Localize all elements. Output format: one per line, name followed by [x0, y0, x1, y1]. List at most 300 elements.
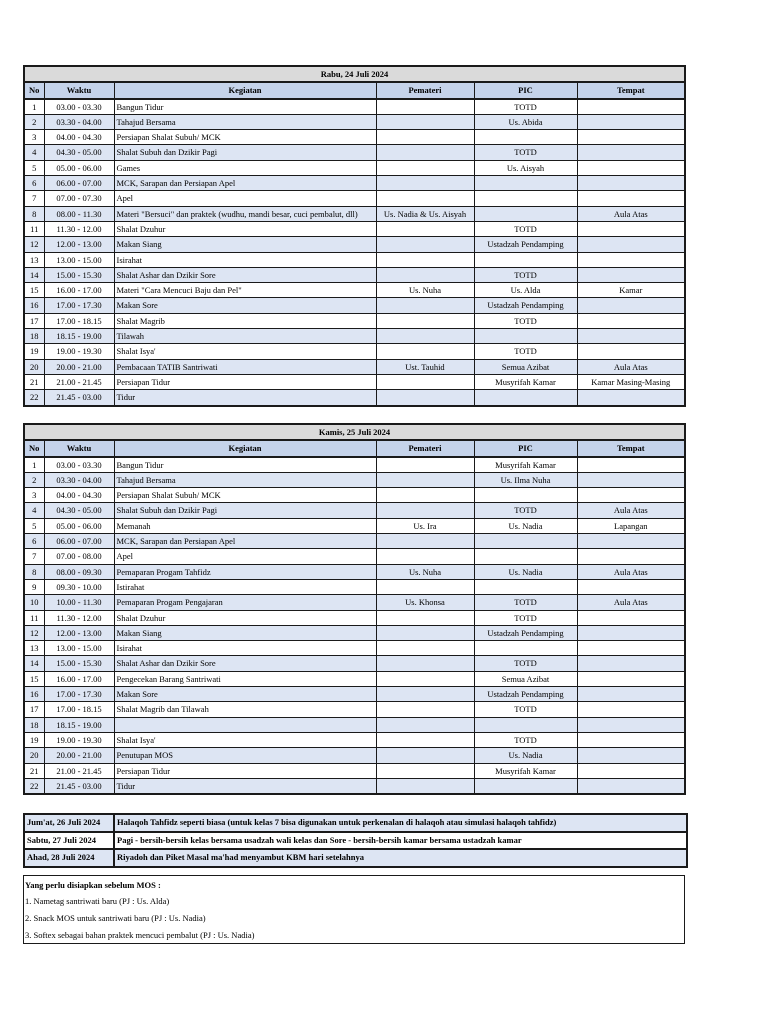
- table-row: [24, 267, 685, 282]
- row-waktu: 15.00 - 15.30: [44, 656, 114, 671]
- row-no: 19: [24, 344, 44, 359]
- row-pic: [474, 191, 577, 206]
- row-waktu: 13.00 - 15.00: [44, 252, 114, 267]
- schedule-table-day-1: [23, 65, 686, 407]
- row-no: 13: [24, 252, 44, 267]
- other-day-row: [24, 832, 687, 850]
- row-tempat: [577, 191, 685, 206]
- table-row: [24, 130, 685, 145]
- row-pic: Us. Alda: [474, 283, 577, 298]
- row-tempat: Kamar Masing-Masing: [577, 374, 685, 389]
- row-waktu: 03.30 - 04.00: [44, 114, 114, 129]
- row-no: 20: [24, 748, 44, 763]
- row-pemateri: Ust. Tauhid: [376, 359, 474, 374]
- row-kegiatan: Pengecekan Barang Santriwati: [114, 671, 376, 686]
- header-pic: PIC: [474, 440, 577, 456]
- row-pic: Us. Ilma Nuha: [474, 472, 577, 487]
- table-row: [24, 778, 685, 794]
- row-tempat: [577, 732, 685, 747]
- table-row: [24, 656, 685, 671]
- row-pemateri: [376, 390, 474, 406]
- row-waktu: 21.00 - 21.45: [44, 763, 114, 778]
- preparation-item: 1. Nametag santriwati baru (PJ : Us. Alda): [25, 896, 170, 906]
- row-kegiatan: Games: [114, 160, 376, 175]
- row-tempat: [577, 329, 685, 344]
- row-no: 1: [24, 457, 44, 473]
- table-row: [24, 457, 685, 473]
- row-tempat: [577, 221, 685, 236]
- table-row: [24, 160, 685, 175]
- row-kegiatan: Makan Siang: [114, 625, 376, 640]
- row-pic: [474, 329, 577, 344]
- other-day-desc: Pagi - bersih-bersih kelas bersama usadzah wali kelas dan Sore - bersih-bersih kamar bersama ustadzah kamar: [114, 832, 687, 850]
- row-pemateri: [376, 717, 474, 732]
- row-kegiatan: Shalat Isya': [114, 732, 376, 747]
- row-tempat: [577, 687, 685, 702]
- row-pemateri: [376, 99, 474, 115]
- row-pemateri: [376, 778, 474, 794]
- row-kegiatan: Isirahat: [114, 641, 376, 656]
- row-kegiatan: Tidur: [114, 390, 376, 406]
- other-day-desc: Riyadoh dan Piket Masal ma'had menyambut KBM hari setelahnya: [114, 849, 687, 867]
- row-kegiatan: Makan Siang: [114, 237, 376, 252]
- table-row: [24, 641, 685, 656]
- row-pic: TOTD: [474, 344, 577, 359]
- row-no: 16: [24, 687, 44, 702]
- row-no: 8: [24, 206, 44, 221]
- row-pic: [474, 717, 577, 732]
- row-pemateri: [376, 534, 474, 549]
- row-tempat: [577, 252, 685, 267]
- row-pemateri: [376, 191, 474, 206]
- row-waktu: 17.00 - 17.30: [44, 298, 114, 313]
- row-tempat: [577, 763, 685, 778]
- row-waktu: 04.30 - 05.00: [44, 145, 114, 160]
- row-pic: [474, 176, 577, 191]
- preparation-title: Yang perlu disiapkan sebelum MOS :: [25, 880, 161, 890]
- row-pic: Us. Nadia: [474, 564, 577, 579]
- header-kegiatan: Kegiatan: [114, 440, 376, 456]
- row-no: 3: [24, 488, 44, 503]
- row-kegiatan: Materi "Bersuci" dan praktek (wudhu, mandi besar, cuci pembalut, dll): [114, 206, 376, 221]
- row-pemateri: [376, 641, 474, 656]
- row-pemateri: [376, 298, 474, 313]
- other-day-desc: Halaqoh Tahfidz seperti biasa (untuk kelas 7 bisa digunakan untuk perkenalan di halaqoh atau simulasi halaqoh tahfidz): [114, 814, 687, 832]
- row-pic: Semua Azibat: [474, 671, 577, 686]
- row-kegiatan: Pemaparan Progam Tahfidz: [114, 564, 376, 579]
- row-pic: Ustadzah Pendamping: [474, 298, 577, 313]
- header-kegiatan: Kegiatan: [114, 82, 376, 98]
- row-waktu: 12.00 - 13.00: [44, 625, 114, 640]
- table-row: [24, 390, 685, 406]
- row-pemateri: [376, 625, 474, 640]
- row-pic: [474, 534, 577, 549]
- row-pemateri: [376, 656, 474, 671]
- row-pemateri: [376, 549, 474, 564]
- row-pic: TOTD: [474, 267, 577, 282]
- row-no: 6: [24, 176, 44, 191]
- row-pemateri: Us. Nuha: [376, 564, 474, 579]
- table-row: [24, 549, 685, 564]
- row-kegiatan: Istirahat: [114, 579, 376, 594]
- row-waktu: 09.30 - 10.00: [44, 579, 114, 594]
- row-no: 5: [24, 160, 44, 175]
- row-waktu: 03.00 - 03.30: [44, 99, 114, 115]
- row-pic: TOTD: [474, 656, 577, 671]
- row-kegiatan: Tahajud Bersama: [114, 472, 376, 487]
- row-no: 4: [24, 503, 44, 518]
- table-row: [24, 176, 685, 191]
- row-waktu: 05.00 - 06.00: [44, 518, 114, 533]
- table-row: [24, 359, 685, 374]
- row-tempat: [577, 534, 685, 549]
- row-kegiatan: Makan Sore: [114, 687, 376, 702]
- row-pic: TOTD: [474, 145, 577, 160]
- row-pemateri: [376, 145, 474, 160]
- row-kegiatan: Shalat Subuh dan Dzikir Pagi: [114, 503, 376, 518]
- row-pic: TOTD: [474, 702, 577, 717]
- table-row: [24, 671, 685, 686]
- row-tempat: [577, 267, 685, 282]
- row-waktu: 16.00 - 17.00: [44, 283, 114, 298]
- row-no: 18: [24, 329, 44, 344]
- row-tempat: [577, 298, 685, 313]
- row-pemateri: [376, 503, 474, 518]
- row-no: 7: [24, 549, 44, 564]
- row-pemateri: [376, 687, 474, 702]
- row-no: 12: [24, 237, 44, 252]
- row-no: 2: [24, 472, 44, 487]
- row-no: 17: [24, 702, 44, 717]
- row-tempat: [577, 457, 685, 473]
- row-pic: [474, 549, 577, 564]
- row-pemateri: [376, 176, 474, 191]
- row-no: 3: [24, 130, 44, 145]
- row-no: 21: [24, 374, 44, 389]
- table-row: [24, 595, 685, 610]
- row-no: 9: [24, 579, 44, 594]
- row-no: 18: [24, 717, 44, 732]
- row-pic: TOTD: [474, 732, 577, 747]
- row-pic: [474, 252, 577, 267]
- row-kegiatan: Shalat Isya': [114, 344, 376, 359]
- header-pemateri: Pemateri: [376, 440, 474, 456]
- row-kegiatan: Persiapan Tidur: [114, 374, 376, 389]
- row-tempat: [577, 488, 685, 503]
- row-waktu: 11.30 - 12.00: [44, 610, 114, 625]
- header-tempat: Tempat: [577, 440, 685, 456]
- row-no: 12: [24, 625, 44, 640]
- table-row: [24, 579, 685, 594]
- row-waktu: 17.00 - 18.15: [44, 702, 114, 717]
- header-no: No: [24, 440, 44, 456]
- row-pemateri: Us. Khonsa: [376, 595, 474, 610]
- preparation-item: 2. Snack MOS untuk santriwati baru (PJ : Us. Nadia): [25, 913, 206, 923]
- table-row: [24, 702, 685, 717]
- table-row: [24, 221, 685, 236]
- row-pemateri: [376, 579, 474, 594]
- row-waktu: 19.00 - 19.30: [44, 344, 114, 359]
- row-tempat: [577, 313, 685, 328]
- row-waktu: 06.00 - 07.00: [44, 534, 114, 549]
- row-tempat: Aula Atas: [577, 206, 685, 221]
- header-waktu: Waktu: [44, 440, 114, 456]
- table-row: [24, 503, 685, 518]
- row-pic: Us. Nadia: [474, 748, 577, 763]
- row-kegiatan: Apel: [114, 549, 376, 564]
- row-waktu: 10.00 - 11.30: [44, 595, 114, 610]
- row-pic: [474, 488, 577, 503]
- row-pic: Ustadzah Pendamping: [474, 237, 577, 252]
- other-days-table: [23, 813, 688, 868]
- row-pemateri: [376, 610, 474, 625]
- row-pic: Us. Abida: [474, 114, 577, 129]
- row-waktu: 21.45 - 03.00: [44, 778, 114, 794]
- row-tempat: [577, 671, 685, 686]
- table-row: [24, 472, 685, 487]
- row-pic: Us. Aisyah: [474, 160, 577, 175]
- row-pic: [474, 390, 577, 406]
- row-tempat: [577, 778, 685, 794]
- row-waktu: 07.00 - 08.00: [44, 549, 114, 564]
- row-pic: TOTD: [474, 610, 577, 625]
- row-tempat: Lapangan: [577, 518, 685, 533]
- row-kegiatan: Tidur: [114, 778, 376, 794]
- row-pic: TOTD: [474, 595, 577, 610]
- row-pemateri: [376, 488, 474, 503]
- row-tempat: [577, 160, 685, 175]
- row-pic: Ustadzah Pendamping: [474, 687, 577, 702]
- row-waktu: 17.00 - 18.15: [44, 313, 114, 328]
- row-kegiatan: Pembacaan TATIB Santriwati: [114, 359, 376, 374]
- row-pemateri: Us. Nuha: [376, 283, 474, 298]
- header-waktu: Waktu: [44, 82, 114, 98]
- table-row: [24, 748, 685, 763]
- row-pemateri: Us. Nadia & Us. Aisyah: [376, 206, 474, 221]
- row-pic: [474, 641, 577, 656]
- row-waktu: 19.00 - 19.30: [44, 732, 114, 747]
- row-no: 2: [24, 114, 44, 129]
- table-row: [24, 329, 685, 344]
- row-tempat: [577, 549, 685, 564]
- other-day-date: Sabtu, 27 Juli 2024: [24, 832, 114, 850]
- row-kegiatan: Shalat Magrib: [114, 313, 376, 328]
- row-kegiatan: Shalat Subuh dan Dzikir Pagi: [114, 145, 376, 160]
- row-tempat: Aula Atas: [577, 359, 685, 374]
- row-tempat: [577, 99, 685, 115]
- table-row: [24, 534, 685, 549]
- row-kegiatan: MCK, Sarapan dan Persiapan Apel: [114, 534, 376, 549]
- row-tempat: [577, 114, 685, 129]
- row-no: 11: [24, 221, 44, 236]
- row-tempat: Kamar: [577, 283, 685, 298]
- header-pic: PIC: [474, 82, 577, 98]
- row-waktu: 11.30 - 12.00: [44, 221, 114, 236]
- row-pic: TOTD: [474, 503, 577, 518]
- row-tempat: [577, 625, 685, 640]
- row-pemateri: [376, 472, 474, 487]
- row-waktu: 21.45 - 03.00: [44, 390, 114, 406]
- row-waktu: 21.00 - 21.45: [44, 374, 114, 389]
- table-row: [24, 298, 685, 313]
- header-pemateri: Pemateri: [376, 82, 474, 98]
- row-tempat: [577, 472, 685, 487]
- row-tempat: [577, 390, 685, 406]
- row-pemateri: [376, 374, 474, 389]
- row-kegiatan: Shalat Ashar dan Dzikir Sore: [114, 267, 376, 282]
- row-kegiatan: Makan Sore: [114, 298, 376, 313]
- row-no: 17: [24, 313, 44, 328]
- table-row: [24, 610, 685, 625]
- row-tempat: [577, 237, 685, 252]
- row-kegiatan: Tahajud Bersama: [114, 114, 376, 129]
- table-row: [24, 206, 685, 221]
- row-waktu: 20.00 - 21.00: [44, 748, 114, 763]
- row-no: 6: [24, 534, 44, 549]
- row-kegiatan: Pemaparan Progam Pengajaran: [114, 595, 376, 610]
- row-kegiatan: Bangun Tidur: [114, 99, 376, 115]
- row-no: 22: [24, 390, 44, 406]
- row-no: 19: [24, 732, 44, 747]
- row-pic: [474, 778, 577, 794]
- row-pemateri: [376, 457, 474, 473]
- row-no: 4: [24, 145, 44, 160]
- table-row: [24, 252, 685, 267]
- row-pic: Musyrifah Kamar: [474, 374, 577, 389]
- row-kegiatan: Shalat Ashar dan Dzikir Sore: [114, 656, 376, 671]
- row-waktu: 18.15 - 19.00: [44, 717, 114, 732]
- table-row: [24, 518, 685, 533]
- row-tempat: [577, 579, 685, 594]
- row-no: 13: [24, 641, 44, 656]
- row-kegiatan: Persiapan Shalat Subuh/ MCK: [114, 130, 376, 145]
- table-row: [24, 717, 685, 732]
- header-tempat: Tempat: [577, 82, 685, 98]
- row-pemateri: [376, 267, 474, 282]
- row-pemateri: [376, 114, 474, 129]
- row-pemateri: [376, 160, 474, 175]
- row-pic: [474, 206, 577, 221]
- table-row: [24, 344, 685, 359]
- row-kegiatan: Memanah: [114, 518, 376, 533]
- row-pemateri: [376, 763, 474, 778]
- row-waktu: 13.00 - 15.00: [44, 641, 114, 656]
- row-no: 5: [24, 518, 44, 533]
- row-waktu: 04.30 - 05.00: [44, 503, 114, 518]
- row-waktu: 08.00 - 09.30: [44, 564, 114, 579]
- table-row: [24, 145, 685, 160]
- row-no: 1: [24, 99, 44, 115]
- row-tempat: [577, 717, 685, 732]
- row-tempat: [577, 656, 685, 671]
- row-waktu: 05.00 - 06.00: [44, 160, 114, 175]
- row-pic: [474, 130, 577, 145]
- row-waktu: 20.00 - 21.00: [44, 359, 114, 374]
- row-waktu: 07.00 - 07.30: [44, 191, 114, 206]
- row-waktu: 03.00 - 03.30: [44, 457, 114, 473]
- row-kegiatan: Penutupan MOS: [114, 748, 376, 763]
- row-pemateri: [376, 702, 474, 717]
- row-no: 11: [24, 610, 44, 625]
- table-row: [24, 99, 685, 115]
- table-row: [24, 191, 685, 206]
- row-kegiatan: MCK, Sarapan dan Persiapan Apel: [114, 176, 376, 191]
- row-pic: [474, 579, 577, 594]
- row-no: 10: [24, 595, 44, 610]
- row-pic: TOTD: [474, 99, 577, 115]
- row-tempat: Aula Atas: [577, 564, 685, 579]
- table-row: [24, 374, 685, 389]
- row-no: 7: [24, 191, 44, 206]
- row-waktu: 04.00 - 04.30: [44, 488, 114, 503]
- row-kegiatan: Shalat Dzuhur: [114, 610, 376, 625]
- row-tempat: [577, 748, 685, 763]
- table-row: [24, 237, 685, 252]
- row-pemateri: [376, 237, 474, 252]
- row-pemateri: [376, 732, 474, 747]
- row-waktu: 04.00 - 04.30: [44, 130, 114, 145]
- row-kegiatan: Apel: [114, 191, 376, 206]
- row-pic: Musyrifah Kamar: [474, 457, 577, 473]
- row-kegiatan: Shalat Dzuhur: [114, 221, 376, 236]
- other-day-date: Jum'at, 26 Juli 2024: [24, 814, 114, 832]
- row-kegiatan: Materi "Cara Mencuci Baju dan Pel": [114, 283, 376, 298]
- row-tempat: [577, 176, 685, 191]
- schedule-table-day-2: [23, 423, 686, 795]
- row-waktu: 18.15 - 19.00: [44, 329, 114, 344]
- row-kegiatan: Persiapan Tidur: [114, 763, 376, 778]
- row-waktu: 15.00 - 15.30: [44, 267, 114, 282]
- day-title: Kamis, 25 Juli 2024: [24, 424, 685, 440]
- row-waktu: 06.00 - 07.00: [44, 176, 114, 191]
- day-title: Rabu, 24 Juli 2024: [24, 66, 685, 82]
- other-day-date: Ahad, 28 Juli 2024: [24, 849, 114, 867]
- row-no: 15: [24, 283, 44, 298]
- row-pemateri: [376, 252, 474, 267]
- row-pic: TOTD: [474, 221, 577, 236]
- row-pemateri: [376, 748, 474, 763]
- row-no: 14: [24, 656, 44, 671]
- row-pic: TOTD: [474, 313, 577, 328]
- row-pemateri: [376, 313, 474, 328]
- row-pic: Us. Nadia: [474, 518, 577, 533]
- row-no: 8: [24, 564, 44, 579]
- row-no: 14: [24, 267, 44, 282]
- table-row: [24, 763, 685, 778]
- row-kegiatan: Isirahat: [114, 252, 376, 267]
- row-pemateri: [376, 130, 474, 145]
- row-tempat: Aula Atas: [577, 503, 685, 518]
- row-pic: Ustadzah Pendamping: [474, 625, 577, 640]
- row-kegiatan: [114, 717, 376, 732]
- row-waktu: 16.00 - 17.00: [44, 671, 114, 686]
- table-row: [24, 687, 685, 702]
- other-day-row: [24, 849, 687, 867]
- row-pemateri: [376, 329, 474, 344]
- row-waktu: 12.00 - 13.00: [44, 237, 114, 252]
- row-tempat: [577, 702, 685, 717]
- preparation-item: 3. Softex sebagai bahan praktek mencuci pembalut (PJ : Us. Nadia): [25, 930, 255, 940]
- row-pemateri: [376, 344, 474, 359]
- row-no: 22: [24, 778, 44, 794]
- table-row: [24, 488, 685, 503]
- table-row: [24, 732, 685, 747]
- row-no: 15: [24, 671, 44, 686]
- table-row: [24, 114, 685, 129]
- row-tempat: [577, 130, 685, 145]
- other-day-row: [24, 814, 687, 832]
- row-no: 16: [24, 298, 44, 313]
